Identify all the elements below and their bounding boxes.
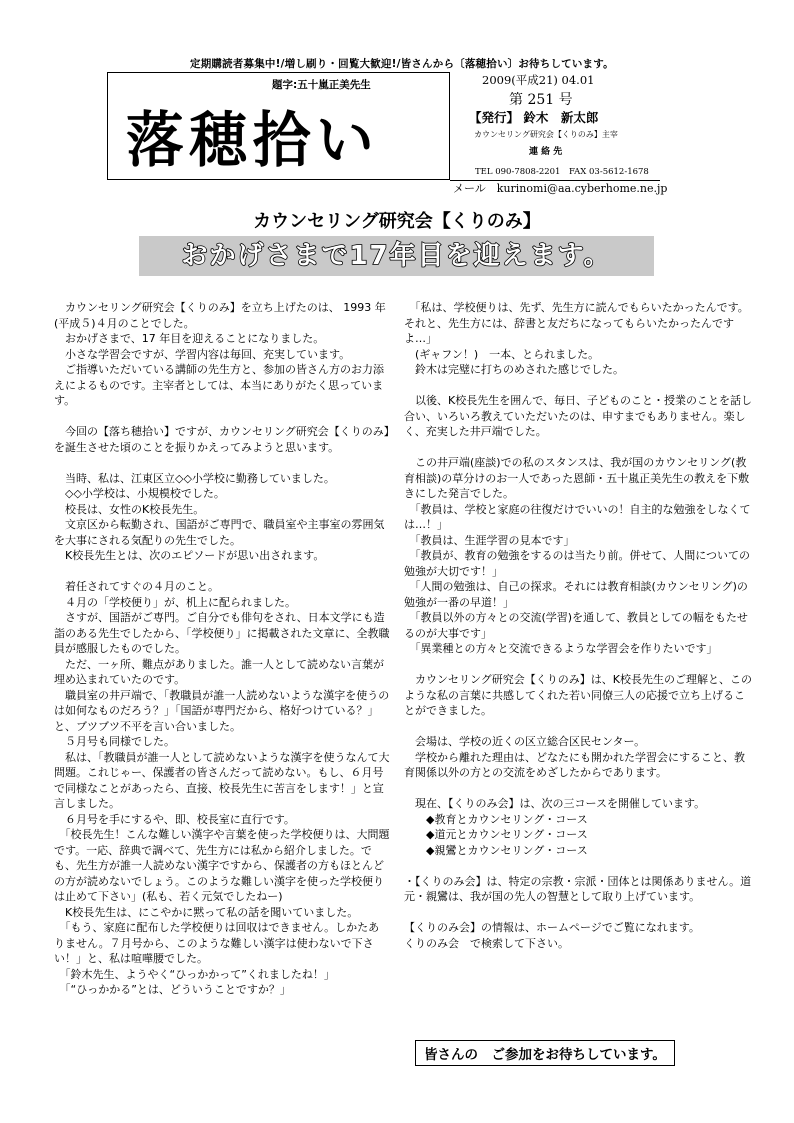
paragraph: 私は、「教職員が誰一人として読めないような漢字を使うなんて大問題。これじゃー、保護者の皆さんだって読めない。もし、６月号で同様なことがあったら、直接、校長先生に苦言をします！」と宣言しました。: [54, 750, 390, 810]
paragraph: 「異業種との方々と交流できるような学習会を作りたいです」: [404, 642, 718, 655]
issue-date: 2009(平成21) 04.01: [482, 73, 595, 87]
paragraph: 職員室の井戸端で、「教職員が誰一人読めないような漢字を使うのは如何なものだろう？」「国語が専門だから、格好つけている？」と、ブツブツ不平を言い合いました。: [54, 688, 390, 733]
right-column: [404, 300, 754, 951]
paragraph: ◆道元とカウンセリング・コース: [404, 828, 588, 841]
paragraph-spacer: [54, 564, 390, 580]
paragraph: 「鈴木先生、ようやく“ひっかかって”くれましたね！」: [54, 967, 335, 981]
paragraph: 「教員以外の方々との交流(学習)を通して、教員としての幅をもたせるのが大事です」: [404, 611, 748, 640]
paragraph: ４月の「学校便り」が、机上に配られました。: [54, 595, 296, 609]
paragraph: K校長先生とは、次のエピソードが思い出されます。: [54, 549, 325, 562]
paragraph: 会場は、学校の近くの区立総合区民センター。: [404, 735, 646, 748]
paragraph: 「教員は、生涯学習の見本です」: [404, 533, 575, 547]
paragraph: ◇◇小学校は、小規模校でした。: [54, 487, 225, 500]
left-column: [54, 300, 390, 998]
contact-label: 連 絡 先: [529, 147, 563, 157]
paragraph-spacer: [404, 905, 754, 921]
paragraph: 学校から離れた理由は、どなたにも開かれた学習会にすること、教育関係以外の方との交流をめざしたからであります。: [404, 750, 745, 779]
paragraph: ◆教育とカウンセリング・コース: [404, 812, 588, 826]
paragraph: 以後、K校長先生を囲んで、毎日、子どものこと・授業のことを話し合い、いろいろ教えていただいたのは、申すまでもありません。楽しく、充実した井戸端でした。: [404, 394, 752, 438]
calligrapher-credit: 題字:五十嵐正美先生: [272, 79, 371, 91]
paragraph: カウンセリング研究会【くりのみ】を立ち上げたのは、 1993 年(平成５)４月のことでした。: [54, 301, 386, 330]
paragraph: 「私は、学校便りは、先ず、先生方に読んでもらいたかったんです。それと、先生方には、辞書と友だちになってもらいたかったんですよ…」: [404, 301, 749, 345]
paragraph: カウンセリング研究会【くりのみ】は、K校長先生のご理解と、このような私の言葉に共感してくれた若い同僚三人の応援で立ち上げることができました。: [404, 673, 752, 717]
paragraph-spacer: [404, 719, 754, 735]
headline-banner: おかげさまで17年目を迎えます。: [139, 236, 654, 276]
paragraph: ５月号も同様でした。: [54, 735, 175, 748]
paragraph: 「校長先生！こんな難しい漢字や言葉を使った学校便りは、大問題です。一応、辞典で調べて、先生方には私から紹介しました。でも、先生方が誰一人読めない漢字ですから、保護者の方もほとんどの方が読めないでしょう。このような難しい漢字を使った学校便りは止めて下さい」(私も、若く元気でしたねー): [54, 828, 390, 903]
organization: カウンセリング研究会【くりのみ】主宰: [474, 130, 618, 139]
email: メール kurinomi@aa.cyberhome.ne.jp: [453, 182, 668, 195]
paragraph: さすが、国語がご専門。ご自分でも俳句をされ、日本文学にも造詣のある先生でしたから、「学校便り」に掲載された文章に、全教職員が感服したものでした。: [54, 611, 390, 655]
paragraph: ６月号を手にするや、即、校長室に直行です。: [54, 812, 295, 826]
paragraph: 「“ひっかかる”とは、どういうことですか？」: [54, 983, 291, 996]
phone-fax: TEL 090-7808-2201 FAX 03-5612-1678: [475, 167, 649, 177]
org-title: カウンセリング研究会【くりのみ】: [253, 211, 541, 232]
paragraph: ・【くりのみ会】は、特定の宗教・宗派・団体とは関係ありません。道元・親鸞は、我が国の先人の智慧として取り上げています。: [404, 874, 752, 903]
issue-number: 第 251 号: [509, 92, 573, 108]
paragraph: 校長は、女性のK校長先生。: [54, 502, 205, 516]
paragraph: 今回の【落ち穂拾い】ですが、カウンセリング研究会【くりのみ】を誕生させた頃のことを振りかえってみようと思います。: [54, 425, 390, 454]
paragraph: 「人間の勉強は、自己の探求。それには教育相談(カウンセリング)の勉強が一番の早道！」: [404, 580, 748, 609]
paragraph: ご指導いただいている講師の先生方と、参加の皆さん方のお力添えによるものです。主宰者としては、本当にありがたく思っています。: [54, 363, 384, 407]
paragraph: おかげさまで、17 年目を迎えることになりました。: [54, 332, 325, 345]
newsletter-logo: 落穂拾い: [126, 106, 380, 176]
paragraph: くりのみ会 で検索して下さい。: [404, 936, 569, 950]
paragraph: 着任されてすぐの４月のこと。: [54, 580, 219, 593]
paragraph-spacer: [54, 409, 390, 425]
paragraph-spacer: [404, 781, 754, 797]
paragraph: 当時、私は、江東区立◇◇小学校に勤務していました。: [54, 471, 335, 485]
paragraph-spacer: [404, 657, 754, 673]
info-divider: [450, 180, 660, 181]
top-banner: 定期購読者募集中!/増し刷り・回覧大歓迎!/皆さんから〔落穂拾い〕お待ちしています。: [190, 58, 614, 70]
paragraph: ただ、一ヶ所、難点がありました。誰一人として読めない言葉が埋め込まれていたのです。: [54, 657, 384, 686]
paragraph-spacer: [404, 858, 754, 874]
masthead-box: [107, 72, 450, 180]
publisher: 【発行】 鈴木 新太郎: [469, 110, 599, 125]
paragraph-spacer: [404, 378, 754, 394]
paragraph: この井戸端(座談)での私のスタンスは、我が国のカウンセリング(教育相談)の草分けのお一人であった恩師・五十嵐正美先生の教えを下敷きにした発言でした。: [404, 456, 750, 500]
paragraph: ◆親鸞とカウンセリング・コース: [404, 843, 588, 857]
closing-message: 皆さんの ご参加をお待ちしています。: [415, 1040, 675, 1066]
paragraph: 鈴木は完璧に打ちのめされた感じでした。: [404, 363, 624, 376]
paragraph: 小さな学習会ですが、学習内容は毎回、充実しています。: [54, 347, 351, 361]
paragraph: 文京区から転勤され、国語がご専門で、職員室や主事室の雰囲気を大事にされる気配りの先生でした。: [54, 518, 385, 547]
paragraph: K校長先生は、にこやかに黙って私の話を聞いていました。: [54, 905, 359, 919]
paragraph: 「もう、家庭に配布した学校便りは回収はできません。しかたありません。７月号から、このような難しい漢字は使わないで下さい！」と、私は喧嘩腰でした。: [54, 921, 380, 965]
paragraph: 【くりのみ会】の情報は、ホームページでご覧になれます。: [404, 921, 700, 934]
paragraph-spacer: [404, 440, 754, 456]
paragraph: 「教員は、学校と家庭の往復だけでいいの！自主的な勉強をしなくては…！」: [404, 502, 751, 531]
paragraph: 「教員が、教育の勉強をするのは当たり前。併せて、人間についての勉強が大切です！」: [404, 549, 751, 578]
paragraph: (ギャフン！) 一本、とられました。: [404, 347, 600, 361]
paragraph-spacer: [54, 455, 390, 471]
paragraph: 現在、【くりのみ会】は、次の三コースを開催しています。: [404, 797, 706, 810]
